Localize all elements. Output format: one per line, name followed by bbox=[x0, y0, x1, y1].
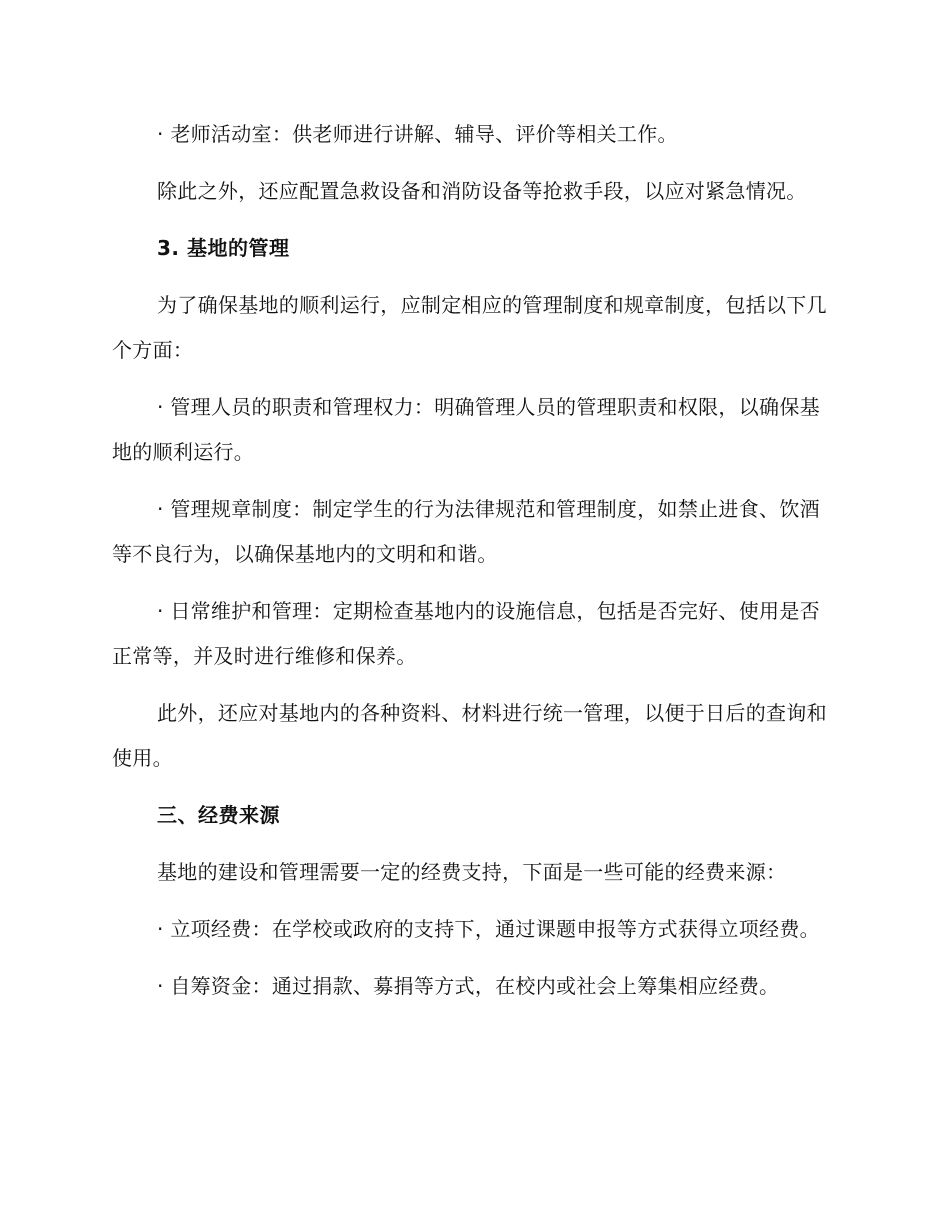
section-heading-funding-sources: 三、经费来源 bbox=[157, 803, 280, 827]
paragraph-rules: · 管理规章制度：制定学生的行为法律规范和管理制度，如禁止进食、饮酒等不良行为，以确保基地内的文明和和谐。 bbox=[112, 497, 820, 566]
paragraph-staff-duties: · 管理人员的职责和管理权力：明确管理人员的管理职责和权限，以确保基地的顺利运行。 bbox=[112, 395, 820, 464]
paragraph-project-funding: · 立项经费：在学校或政府的支持下，通过课题申报等方式获得立项经费。 bbox=[157, 917, 820, 941]
paragraph-funding-intro: 基地的建设和管理需要一定的经费支持，下面是一些可能的经费来源： bbox=[157, 860, 787, 884]
paragraph-emergency-equipment: 除此之外，还应配置急救设备和消防设备等抢救手段，以应对紧急情况。 bbox=[157, 179, 807, 203]
paragraph-management-intro: 为了确保基地的顺利运行，应制定相应的管理制度和规章制度，包括以下几个方面： bbox=[112, 293, 827, 362]
section-heading-base-management: 3. 基地的管理 bbox=[157, 236, 290, 260]
document-body bbox=[112, 112, 832, 1009]
paragraph-self-raised-funds: · 自筹资金：通过捐款、募捐等方式，在校内或社会上筹集相应经费。 bbox=[157, 974, 780, 998]
paragraph-daily-maintenance: · 日常维护和管理：定期检查基地内的设施信息，包括是否完好、使用是否正常等，并及时进行维修和保养。 bbox=[112, 599, 820, 668]
paragraph-materials-management: 此外，还应对基地内的各种资料、材料进行统一管理，以便于日后的查询和使用。 bbox=[112, 701, 827, 770]
paragraph-teacher-room: · 老师活动室：供老师进行讲解、辅导、评价等相关工作。 bbox=[157, 122, 678, 146]
